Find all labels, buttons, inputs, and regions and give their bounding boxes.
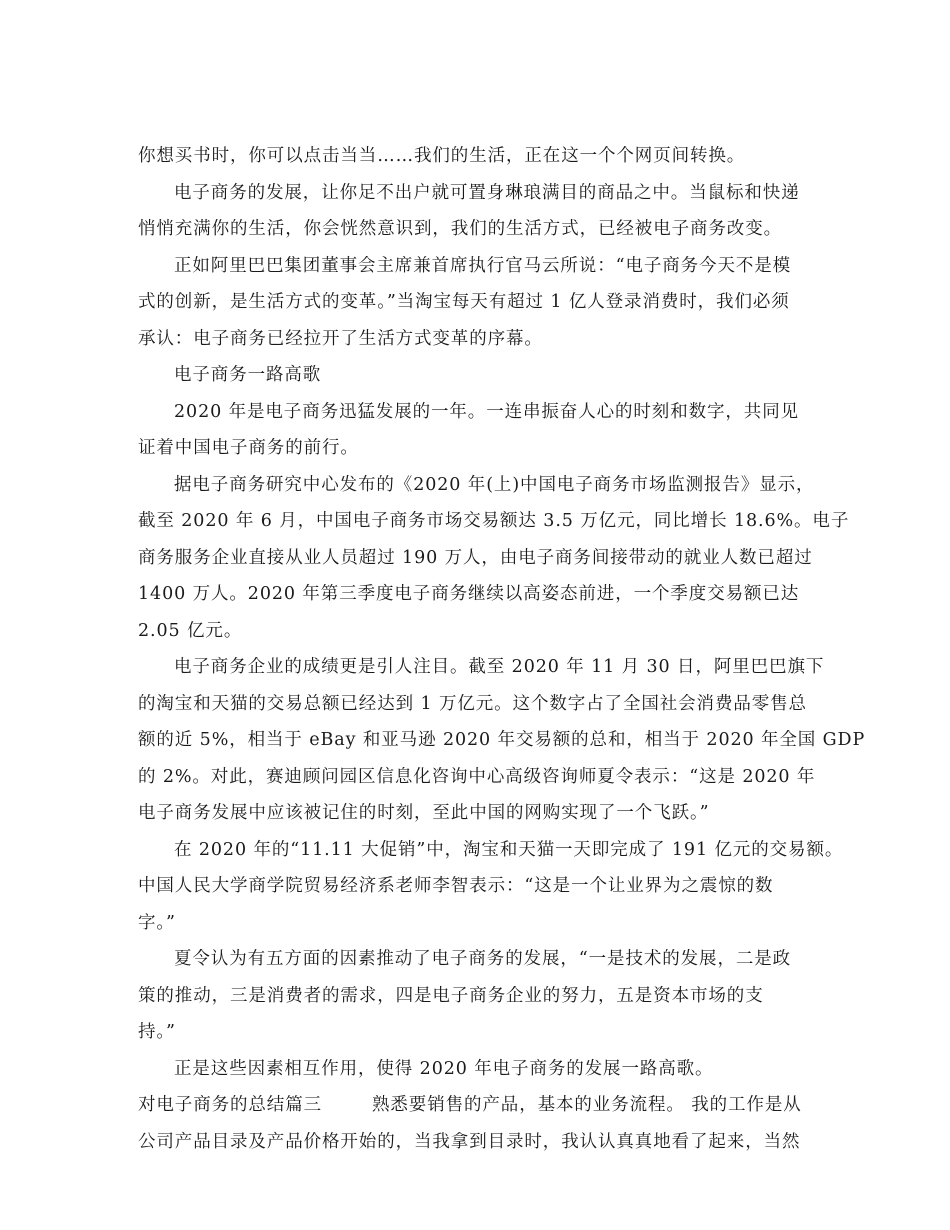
text-line: 电子商务的发展，让你足不出户就可置身琳琅满目的商品之中。当鼠标和快递	[174, 182, 800, 203]
text-line: 承认：电子商务已经拉开了生活方式变革的序幕。	[138, 328, 543, 349]
text-line: 2020 年是电子商务迅猛发展的一年。一连串振奋人心的时刻和数字，共同见	[174, 401, 799, 422]
text-line: 的淘宝和天猫的交易总额已经达到 1 万亿元。这个数字占了全国社会消费品零售总	[138, 693, 807, 714]
text-line: 截至 2020 年 6 月，中国电子商务市场交易额达 3.5 万亿元，同比增长 18.6%。电子	[138, 511, 850, 531]
text-line: 策的推动，三是消费者的需求，四是电子商务企业的努力，五是资本市场的支	[138, 985, 764, 1006]
text-line: 1400 万人。2020 年第三季度电子商务继续以高姿态前进，一个季度交易额已达	[138, 584, 800, 604]
text-line: 证着中国电子商务的前行。	[138, 438, 359, 458]
text-line: 正如阿里巴巴集团董事会主席兼首席执行官马云所说：“电子商务今天不是模	[174, 255, 792, 276]
text-line: 2.05 亿元。	[138, 620, 243, 641]
section-title: 对电子商务的总结篇三	[138, 1095, 322, 1115]
section-heading-line	[138, 1087, 828, 1124]
text-line: 你想买书时，你可以点击当当……我们的生活，正在这一个个网页间转换。	[138, 146, 746, 166]
text-line: 据电子商务研究中心发布的《2020 年(上)中国电子商务市场监测报告》显示，	[174, 474, 815, 495]
text-line: 中国人民大学商学院贸易经济系老师李智表示：“这是一个让业界为之震惊的数	[138, 876, 774, 896]
text-line: 悄悄充满你的生活，你会恍然意识到，我们的生活方式，已经被电子商务改变。	[138, 219, 782, 239]
text-line: 正是这些因素相互作用，使得 2020 年电子商务的发展一路高歌。	[174, 1058, 714, 1079]
text-line: 字。”	[138, 912, 176, 933]
text-line: 持。”	[138, 1022, 176, 1042]
section-last-line: 公司产品目录及产品价格开始的，当我拿到目录时，我认认真真地看了起来，当然	[138, 1131, 801, 1152]
text-line: 电子商务一路高歌	[174, 365, 322, 385]
text-line: 在 2020 年的“11.11 大促销”中，淘宝和天猫一天即完成了 191 亿元的交易额。	[174, 839, 844, 860]
document-body	[138, 138, 866, 1160]
text-line: 商务服务企业直接从业人员超过 190 万人，由电子商务间接带动的就业人数已超过	[138, 547, 813, 568]
text-line: 电子商务发展中应该被记住的时刻，至此中国的网购实现了一个飞跃。”	[138, 803, 710, 823]
text-line: 电子商务企业的成绩更是引人注目。截至 2020 年 11 月 30 日，阿里巴巴旗下	[174, 657, 825, 677]
text-line: 额的近 5%，相当于 eBay 和亚马逊 2020 年交易额的总和，相当于 2020 年全国 GDP	[138, 730, 866, 750]
text-line: 式的创新，是生活方式的变革。”当淘宝每天有超过 1 亿人登录消费时，我们必须	[138, 292, 790, 312]
text-line: 夏令认为有五方面的因素推动了电子商务的发展，“一是技术的发展，二是政	[174, 949, 792, 969]
section-first-line: 熟悉要销售的产品，基本的业务流程。 我的工作是从	[372, 1095, 802, 1115]
text-line: 的 2%。对此，赛迪顾问园区信息化咨询中心高级咨询师夏令表示：“这是 2020 年	[138, 766, 816, 787]
